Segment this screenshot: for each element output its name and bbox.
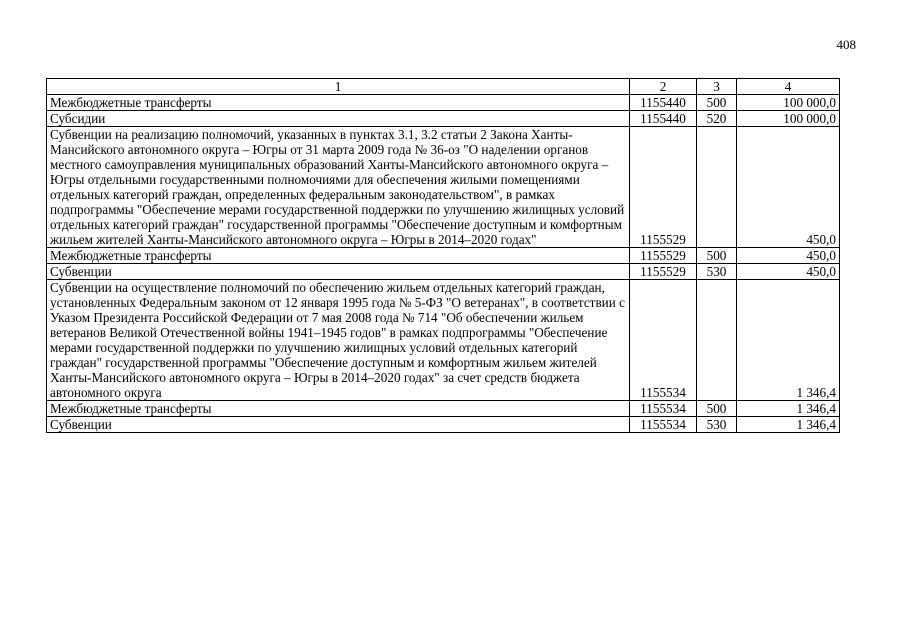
column-header-3: 3 [697,79,737,95]
row-type: 500 [697,248,737,264]
row-name: Субвенции на осуществление полномочий по обеспечению жильем отдельных категорий граждан, установленных Федеральным законом от 12 января 1995 года № 5-ФЗ "О ветеранах", в соответствии с Указом Президента Российской Федерации от 7 мая 2008 года № 714 "Об обеспечении жильем ветеранов Великой Отечественной войны 1941–1945 годов" в рамках подпрограммы "Обеспечение мерами государственной поддержки по улучшению жилищных условий отдельных категорий граждан" государственной программы "Обеспечение доступным и комфортным жильем жителей Ханты-Мансийского автономного округа – Югры в 2014–2020 годах" за счет средств бюджета автономного округа [47,280,630,401]
row-type: 500 [697,401,737,417]
table-row [47,264,840,280]
table-row [47,95,840,111]
row-amount: 450,0 [737,127,840,248]
row-amount: 1 346,4 [737,280,840,401]
table-row [47,127,840,248]
table-row [47,111,840,127]
row-amount: 100 000,0 [737,111,840,127]
row-code: 1155440 [630,111,697,127]
table-row [47,248,840,264]
column-header-2: 2 [630,79,697,95]
row-code: 1155534 [630,280,697,401]
row-code: 1155534 [630,417,697,433]
row-name: Субвенции [47,417,630,433]
budget-table [46,78,840,433]
row-type [697,280,737,401]
table-row [47,401,840,417]
table-row [47,417,840,433]
table-row [47,280,840,401]
row-type [697,127,737,248]
row-amount: 1 346,4 [737,401,840,417]
table-header-row [47,79,840,95]
row-type: 530 [697,264,737,280]
row-name: Межбюджетные трансферты [47,248,630,264]
row-code: 1155440 [630,95,697,111]
row-amount: 450,0 [737,264,840,280]
row-name: Межбюджетные трансферты [47,95,630,111]
row-type: 530 [697,417,737,433]
row-type: 520 [697,111,737,127]
page-number: 408 [836,37,856,52]
row-name: Межбюджетные трансферты [47,401,630,417]
row-code: 1155529 [630,264,697,280]
row-code: 1155529 [630,127,697,248]
column-header-1: 1 [47,79,630,95]
row-name: Субсидии [47,111,630,127]
row-amount: 100 000,0 [737,95,840,111]
column-header-4: 4 [737,79,840,95]
row-code: 1155529 [630,248,697,264]
row-code: 1155534 [630,401,697,417]
row-amount: 450,0 [737,248,840,264]
row-name: Субвенции на реализацию полномочий, указанных в пунктах 3.1, 3.2 статьи 2 Закона Ханты-Мансийского автономного округа – Югры от 31 марта 2009 года № 36-оз "О наделении органов местного самоуправления муниципальных образований Ханты-Мансийского автономного округа – Югры отдельными государственными полномочиями для обеспечения жилыми помещениями отдельных категорий граждан, определенных федеральным законодательством", в рамках подпрограммы "Обеспечение мерами государственной поддержки по улучшению жилищных условий отдельных категорий граждан" государственной программы "Обеспечение доступным и комфортным жильем жителей Ханты-Мансийского автономного округа – Югры в 2014–2020 годах" [47,127,630,248]
row-type: 500 [697,95,737,111]
row-name: Субвенции [47,264,630,280]
row-amount: 1 346,4 [737,417,840,433]
